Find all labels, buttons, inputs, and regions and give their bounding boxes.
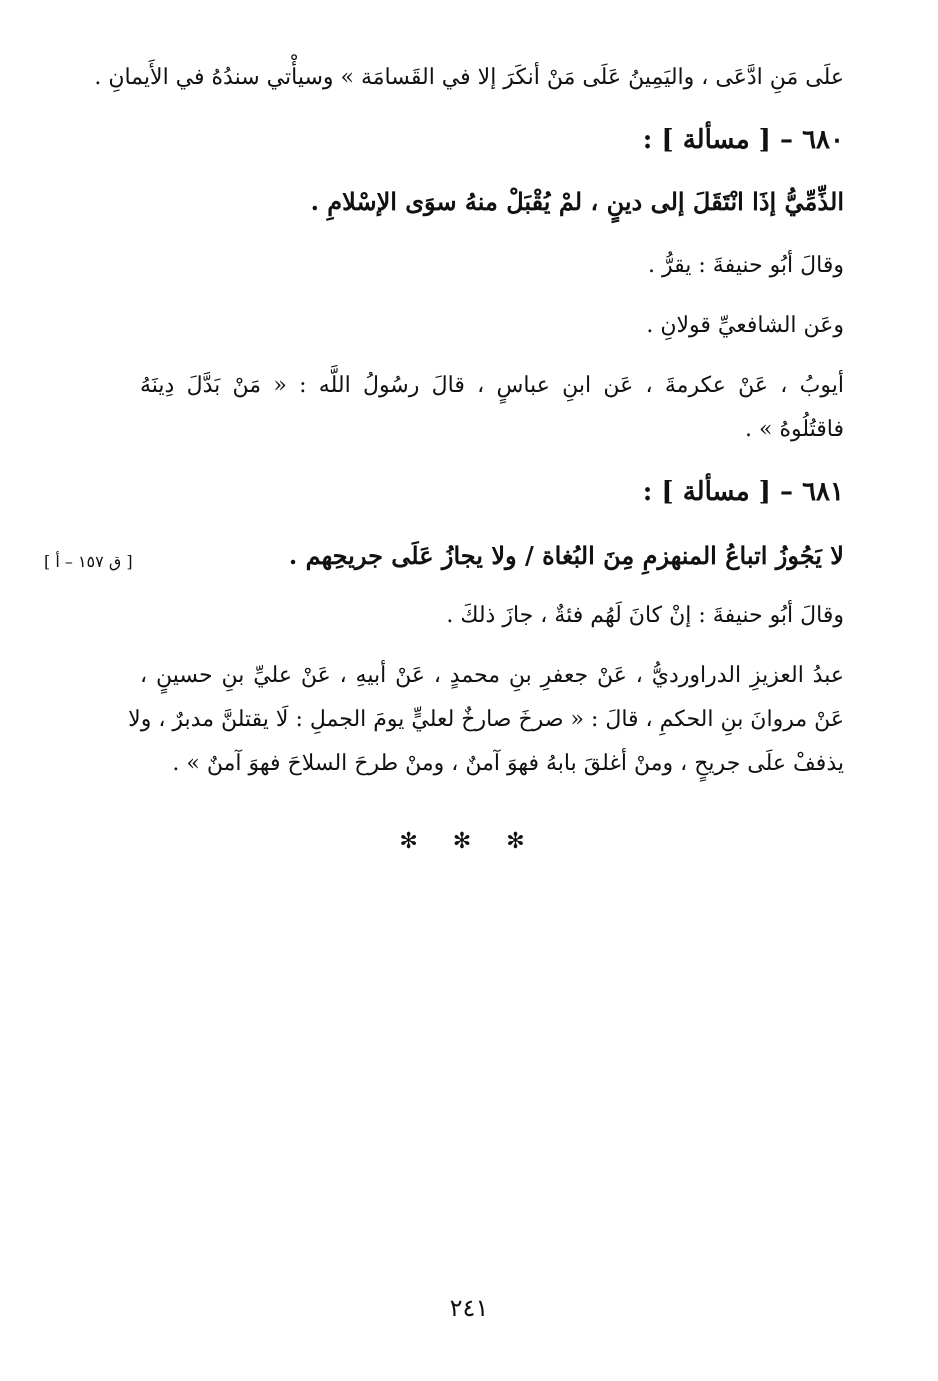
hadith-chain-681-line1: عبدُ العزيزِ الدراورديُّ ، عَنْ جعفرِ بنِ محمدٍ ، عَنْ أبيهِ ، عَنْ عليِّ بنِ حسينٍ ، bbox=[140, 663, 844, 688]
page-number: ٢٤١ bbox=[449, 1294, 489, 1322]
issue-681-heading: ٦٨١ – [ مسألة ] : bbox=[642, 477, 844, 507]
hadith-chain-681-line3: يذففْ علَى جريحٍ ، ومنْ أغلقَ بابهُ فهوَ آمنٌ ، ومنْ طرحَ السلاحَ فهوَ آمنٌ » . bbox=[172, 751, 844, 776]
hadith-chain-680: أيوبُ ، عَنْ عكرمةَ ، عَن ابنِ عباسٍ ، قالَ رسُولُ اللَّه : « مَنْ بَدَّلَ دِينَهُ bbox=[140, 373, 844, 398]
issue-681-statement: لا يَجُوزُ اتباعُ المنهزمِ مِنَ البُغاة / ولا يجازُ عَلَى جريحِهم . bbox=[288, 541, 844, 570]
hadith-chain-680-end: فاقتُلُوهُ » . bbox=[745, 417, 844, 442]
abu-hanifa-opinion-680: وقالَ أبُو حنيفةَ : يقرُّ . bbox=[648, 253, 844, 278]
text-line-continuation: علَى مَنِ ادَّعَى ، واليَمِينُ عَلَى مَنْ أنكَرَ إلا في القَسامَة » وسيأْتي سندُهُ في الأَيمانِ . bbox=[94, 65, 844, 90]
issue-680-statement: الذِّمِّيُّ إذَا انْتَقَلَ إلى دينٍ ، لمْ يُقْبَلْ منهُ سوَى الإسْلامِ . bbox=[310, 187, 844, 216]
section-separator: ✻ ✻ ✻ bbox=[399, 829, 539, 854]
hadith-chain-681-line2: عَنْ مروانَ بنِ الحكمِ ، قالَ : « صرخَ صارخٌ لعليٍّ يومَ الجملِ : لَا يقتلنَّ مدبرٌ ، ولا bbox=[128, 707, 844, 732]
shafii-opinion-680: وعَن الشافعيِّ قولانِ . bbox=[646, 313, 844, 338]
manuscript-folio-note: [ ق ١٥٧ – أ ] bbox=[44, 552, 133, 571]
abu-hanifa-opinion-681: وقالَ أبُو حنيفةَ : إنْ كانَ لَهُم فئةٌ ، جازَ ذلكَ . bbox=[446, 603, 844, 628]
issue-680-heading: ٦٨٠ – [ مسألة ] : bbox=[642, 125, 844, 155]
